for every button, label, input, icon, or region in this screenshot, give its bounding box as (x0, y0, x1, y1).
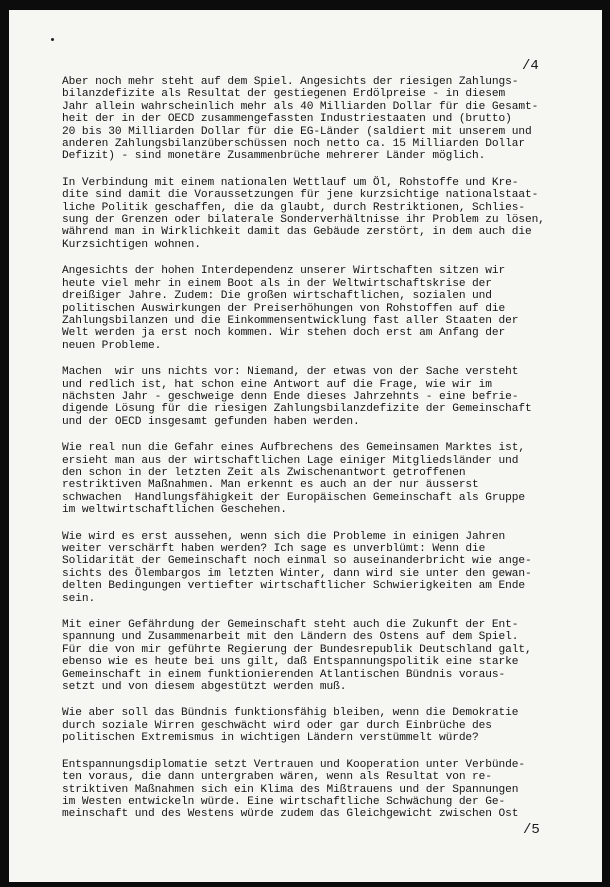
paragraph: Machen wir uns nichts vor: Niemand, der etwas von der Sache versteht und redlich ist, hat schon eine Antwort auf die Frage, wie wir im nächsten Jahr - geschweige denn Ende dieses Jahrzehnts - eine befrie- digende Lösung für die riesigen Zahlungsbilanzdefizite der Gemeinschaft und der OECD insgesamt gefunden haben werden. (62, 366, 532, 428)
paragraph: Angesichts der hohen Interdependenz unserer Wirtschaften sitzen wir heute viel mehr in einem Boot als in der Weltwirtschaftskrise der dreißiger Jahre. Zudem: Die großen wirtschaftlichen, sozialen und politischen Auswirkungen der Preiserhöhungen von Rohstoffen auf die Zahlungsbilanzen und die Einkommensentwicklung fast aller Staaten der Welt werden ja erst noch kommen. Wir stehen doch erst am Anfang der neuen Probleme. (62, 265, 519, 352)
scan-speck (51, 38, 54, 41)
document-body (62, 76, 596, 835)
paragraph: Wie wird es erst aussehen, wenn sich die Probleme in einigen Jahren weiter verschärft haben werden? Ich sage es unverblümt: Wenn die Solidarität der Gemeinschaft noch einmal so auseinanderbricht wie ange- sichts des Ölembargos im letzten Winter, dann wird sie unter den gewan- delten Bedingungen vertiefter wirtschaftlicher Schwierigkeiten am Ende sein. (62, 530, 532, 605)
paragraph: Wie aber soll das Bündnis funktionsfähig bleiben, wenn die Demokratie durch soziale Wirren geschwächt wird oder gar durch Einbrüche des politischen Extremismus in wichtigen Ländern verstümmelt würde? (62, 707, 519, 745)
page-number-top: /4 (522, 58, 539, 74)
document-page (9, 10, 602, 882)
paragraph: Entspannungsdiplomatie setzt Vertrauen und Kooperation unter Verbünde- ten voraus, die dann untergraben wären, wenn als Resultat von re- striktiven Maßnahmen sich ein Klima des Mißtrauens und der Spannungen im Westen entwickeln würde. Eine wirtschaftliche Schwächung der Ge- meinschaft und des Westens würde zudem das Gleichgewicht zwischen Ost (62, 758, 525, 821)
paragraph: In Verbindung mit einem nationalen Wettlauf um Öl, Rohstoffe und Kre- dite sind damit die Voraussetzungen für jene kurzsichtige nationalstaat- liche Politik geschaffen, die da glaubt, durch Restriktionen, Schlies- sung der Grenzen oder bilaterale Sonderverhältnisse ihr Problem zu lösen, während man in Wirklichkeit damit das Gebäude zerstört, in dem auch die Kurzsichtigen wohnen. (62, 176, 545, 251)
page-number-bottom: /5 (523, 822, 540, 838)
paragraph: Wie real nun die Gefahr eines Aufbrechens des Gemeinsamen Marktes ist, ersieht man aus der wirtschaftlichen Lage einiger Mitgliedsländer und den schon in der letzten Zeit als Zwischenantwort getroffenen restriktiven Maßnahmen. Man erkennt es auch an der nur äusserst schwachen Handlungsfähigkeit der Europäischen Gemeinschaft als Gruppe im weltwirtschaftlichen Geschehen. (62, 442, 525, 517)
paragraph: Aber noch mehr steht auf dem Spiel. Angesichts der riesigen Zahlungs- bilanzdefizite als Resultat der gestiegenen Erdölpreise - in diesem Jahr allein wahrscheinlich mehr als 40 Milliarden Dollar für die Gesamt- heit der in der OECD zusammengefassten Industriestaaten und (brutto) 20 bis 30 Milliarden Dollar für die EG-Länder (saldiert mit unserem und anderen Zahlungsbilanzüberschüssen noch netto ca. 15 Milliarden Dollar Defizit) - sind monetäre Zusammenbrüche mehrerer Länder möglich. (62, 76, 539, 163)
paragraph: Mit einer Gefährdung der Gemeinschaft steht auch die Zukunft der Ent- spannung und Zusammenarbeit mit den Ländern des Ostens auf dem Spiel. Für die von mir geführte Regierung der Bundesrepublik Deutschland galt, ebenso wie es heute bei uns gilt, daß Entspannungspolitik eine starke Gemeinschaft in einem funktionierenden Atlantischen Bündnis voraus- setzt und von diesem abgestützt werden muß. (62, 619, 532, 694)
